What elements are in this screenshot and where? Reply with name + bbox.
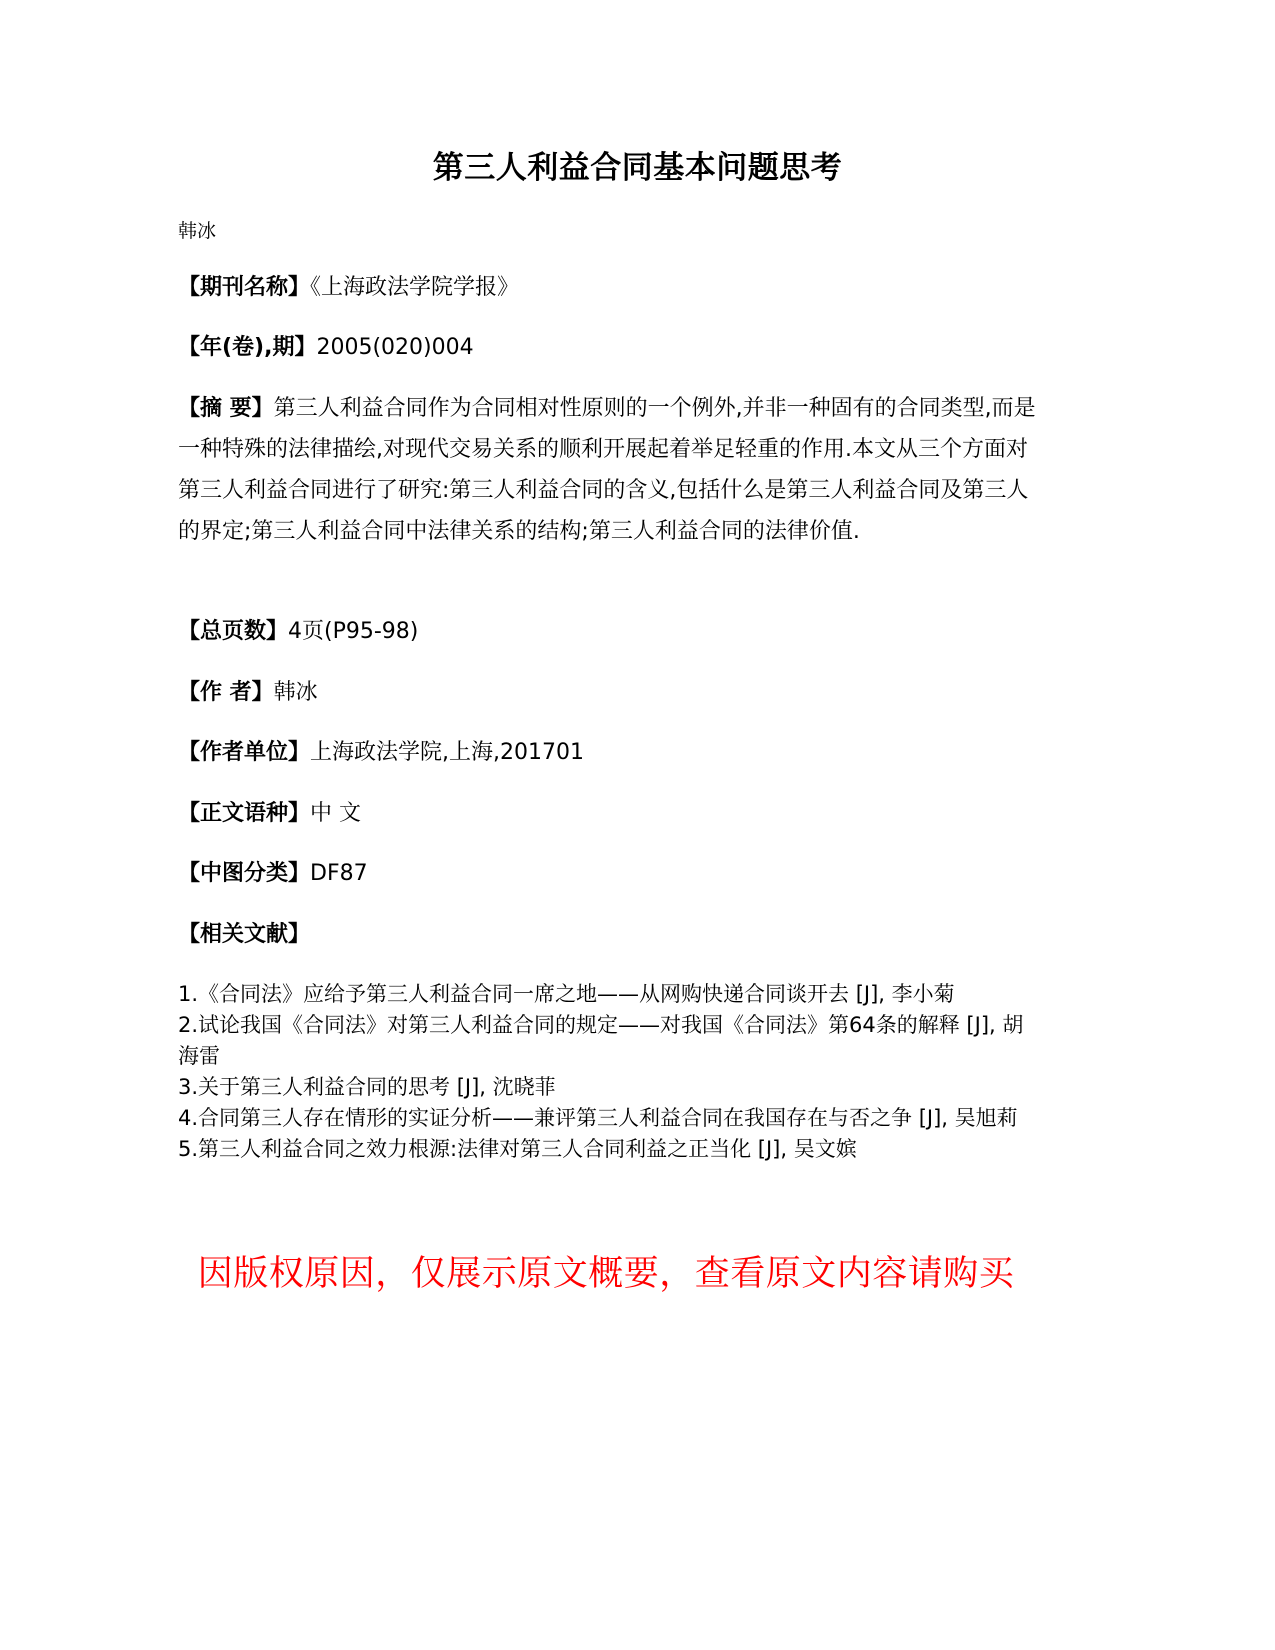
field-classification	[178, 853, 1038, 894]
field-label: 【期刊名称】	[178, 275, 311, 300]
reference-list	[178, 979, 1038, 1165]
field-abstract	[178, 388, 1038, 552]
field-value: 《上海政法学院学报》	[310, 275, 520, 300]
field-related-literature	[178, 914, 1038, 955]
field-value: 上海政法学院,上海,201701	[310, 740, 584, 765]
list-item: 2.试论我国《合同法》对第三人利益合同的规定——对我国《合同法》第64条的解释 [J], 胡海雷	[178, 1013, 1024, 1068]
field-label: 【年(卷),期】	[178, 335, 317, 360]
field-value: 韩冰	[273, 680, 318, 705]
field-page-count	[178, 611, 1038, 652]
field-value: 中 文	[310, 801, 362, 826]
field-language	[178, 793, 1038, 834]
list-item: 5.第三人利益合同之效力根源:法律对第三人合同利益之正当化 [J], 吴文嫔	[178, 1137, 857, 1161]
author-line: 韩冰	[178, 220, 217, 242]
field-value: DF87	[310, 861, 368, 886]
field-value: 2005(020)004	[316, 335, 474, 360]
field-label: 【作者单位】	[178, 740, 311, 765]
list-item: 3.关于第三人利益合同的思考 [J], 沈晓菲	[178, 1075, 556, 1099]
copyright-notice: 因版权原因，仅展示原文概要，查看原文内容请购买	[197, 1254, 1015, 1294]
list-item: 4.合同第三人存在情形的实证分析——兼评第三人利益合同在我国存在与否之争 [J], 吴旭莉	[178, 1106, 1018, 1130]
list-item: 1.《合同法》应给予第三人利益合同一席之地——从网购快递合同谈开去 [J], 李小菊	[178, 982, 955, 1006]
field-journal-name	[178, 267, 1038, 308]
field-value: 4页(P95-98)	[288, 619, 419, 644]
field-label: 【中图分类】	[178, 861, 311, 886]
field-year-volume-issue	[178, 327, 1038, 368]
field-author	[178, 672, 1038, 713]
field-value: 第三人利益合同作为合同相对性原则的一个例外,并非一种固有的合同类型,而是一种特殊的法律描绘,对现代交易关系的顺利开展起着举足轻重的作用.本文从三个方面对第三人利益合同进行了研究:第三人利益合同的含义,包括什么是第三人利益合同及第三人的界定;第三人利益合同中法律关系的结构;第三人利益合同的法律价值.	[178, 396, 1036, 544]
document-title: 第三人利益合同基本问题思考	[432, 150, 843, 186]
field-author-affiliation	[178, 732, 1038, 773]
field-label: 【总页数】	[178, 619, 289, 644]
field-label: 【相关文献】	[178, 922, 311, 947]
field-label: 【正文语种】	[178, 801, 311, 826]
field-label: 【作 者】	[178, 680, 274, 705]
field-label: 【摘 要】	[178, 396, 274, 421]
